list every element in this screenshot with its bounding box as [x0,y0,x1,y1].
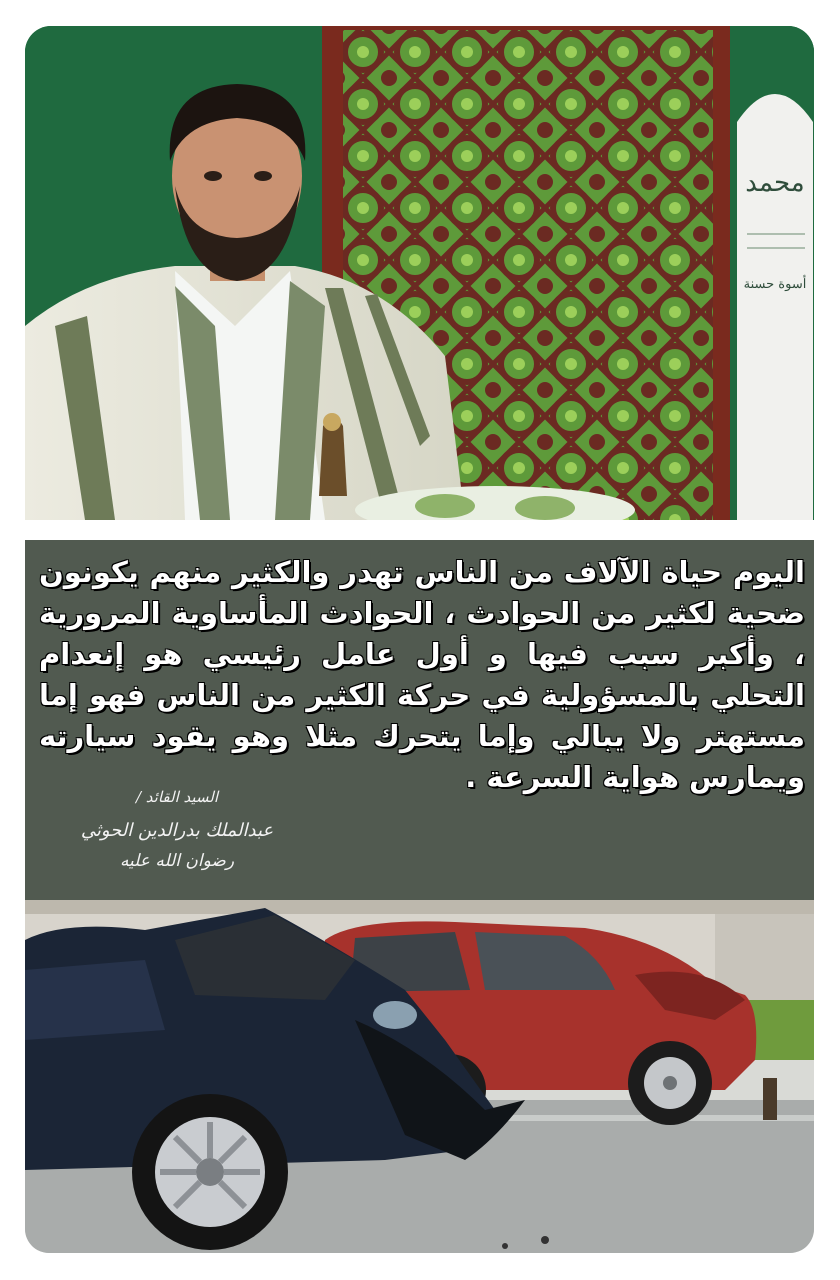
speaker-photo [25,26,814,520]
car-crash-photo [25,900,814,1253]
car-crash-illustration [25,900,814,1253]
signature-title: السيد القائد / [135,788,219,806]
quote-panel [25,540,814,900]
signature-name: عبدالملك بدرالدين الحوثي [80,820,274,841]
banner-calligraphy: محمد [745,168,805,198]
calligraphy-banner [737,94,813,520]
speaker-photo-illustration [25,26,814,520]
banner-subtitle: أسوة حسنة [743,277,807,292]
signature [47,788,307,871]
signature-blessing: رضوان الله عليه [119,851,235,871]
quote-text: اليوم حياة الآلاف من الناس تهدر والكثير منهم يكونون ضحية لكثير من الحوادث ، الحوادث المأساوية المرورية ، وأكبر سبب فيها و أول عامل رئيسي هو إنعدام التحلي بالمسؤولية في حركة الكثير من الناس فهو إما مستهتر ولا يبالي وإما يتحرك مثلا وهو يقود سيارته ويمارس هواية السرعة . [39,555,805,794]
